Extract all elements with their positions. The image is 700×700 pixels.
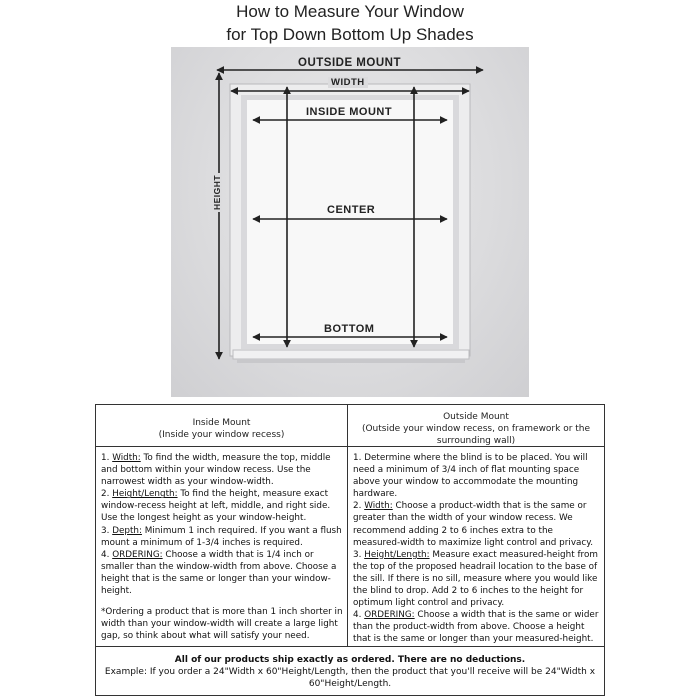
inside-mount-subheading: (Inside your window recess) [158,430,285,440]
outside-item-1: 1. Determine where the blind is to be placed. You will need a minimum of 3/4 inch of flat mounting space above your window to accommodate the mounting hardware. [353,453,588,500]
height-label: HEIGHT [212,174,222,210]
outside-mount-column [348,405,604,646]
outside-item-2: 2. Width: Choose a product-width that is the same or greater than the width of your window recess. We recommend adding 2 to 6 inches extra to the measured-width to maximize light control and privacy. [353,501,593,548]
inside-mount-heading: Inside Mount [192,418,251,428]
window-diagram [171,47,529,397]
step-label: Width: [364,501,393,512]
window-sill [233,350,469,359]
title-line-1: How to Measure Your Window [236,2,464,21]
outside-mount-header [348,405,604,447]
inside-item-3: 3. Depth: Minimum 1 inch required. If you want a flush mount a minimum of 1-3/4 inches is required. [101,525,342,548]
table-footer [96,646,604,695]
window-glass [247,100,453,344]
inside-note: *Ordering a product that is more than 1 inch shorter in width than your window-width will create a large light gap, so think about what will satisfy your need. [101,607,343,642]
inside-mount-column [96,405,348,646]
inside-mount-header [96,405,347,447]
inside-mount-instructions [96,447,347,642]
outside-mount-instructions [348,447,604,646]
page-title [0,0,700,46]
step-label: ORDERING: [112,549,163,560]
ordering-example: Example: If you order a 24"Width x 60"Height/Length, then the product that you'll receive will be 24"Width x 60"Height/Length. [104,667,596,689]
inside-mount-label: INSIDE MOUNT [306,106,393,118]
inside-item-1: 1. Width: To find the width, measure the top, middle and bottom within your window recess. Use the narrowest width as your window-width. [101,453,331,488]
measurement-table [95,404,605,696]
inside-item-2: 2. Height/Length: To find the height, measure exact window-recess height at left, middle, and right side. Use the longest height as your window-height. [101,489,331,524]
outside-mount-label: OUTSIDE MOUNT [298,57,401,69]
outside-mount-subheading-2: surrounding wall) [436,436,516,446]
inside-item-4: 4. ORDERING: Choose a width that is 1/4 inch or smaller than the window-width from above. Choose a height that is the same or longer than your window-height. [101,549,337,597]
outside-item-4: 4. ORDERING: Choose a width that is the same or wider than the product-width from above. Choose a height that is the same or longer than your measured-height. [353,610,599,645]
outside-mount-heading: Outside Mount [443,412,509,422]
step-label: Depth: [112,525,142,536]
title-line-2: for Top Down Bottom Up Shades [226,25,474,44]
step-label: Width: [112,453,141,463]
sill-shadow [237,359,465,363]
step-label: Height/Length: [364,549,430,560]
width-label: WIDTH [328,77,368,88]
outside-mount-subheading-1: (Outside your window recess, on framework or the [361,424,591,434]
outside-item-3: 3. Height/Length: Measure exact measured-height from the top of the proposed headrail location to the base of the sill. If there is no sill, measure where you would like the blind to drop. Add 2 to 6 inches to the height for optimum light control and privacy. [353,549,598,609]
bottom-label: BOTTOM [324,323,375,335]
shipping-notice: All of our products ship exactly as ordered. There are no deductions. [174,655,526,665]
step-label: Height/Length: [112,489,178,500]
window-illustration [171,47,529,397]
step-label: ORDERING: [364,610,415,621]
center-label: CENTER [327,204,376,216]
